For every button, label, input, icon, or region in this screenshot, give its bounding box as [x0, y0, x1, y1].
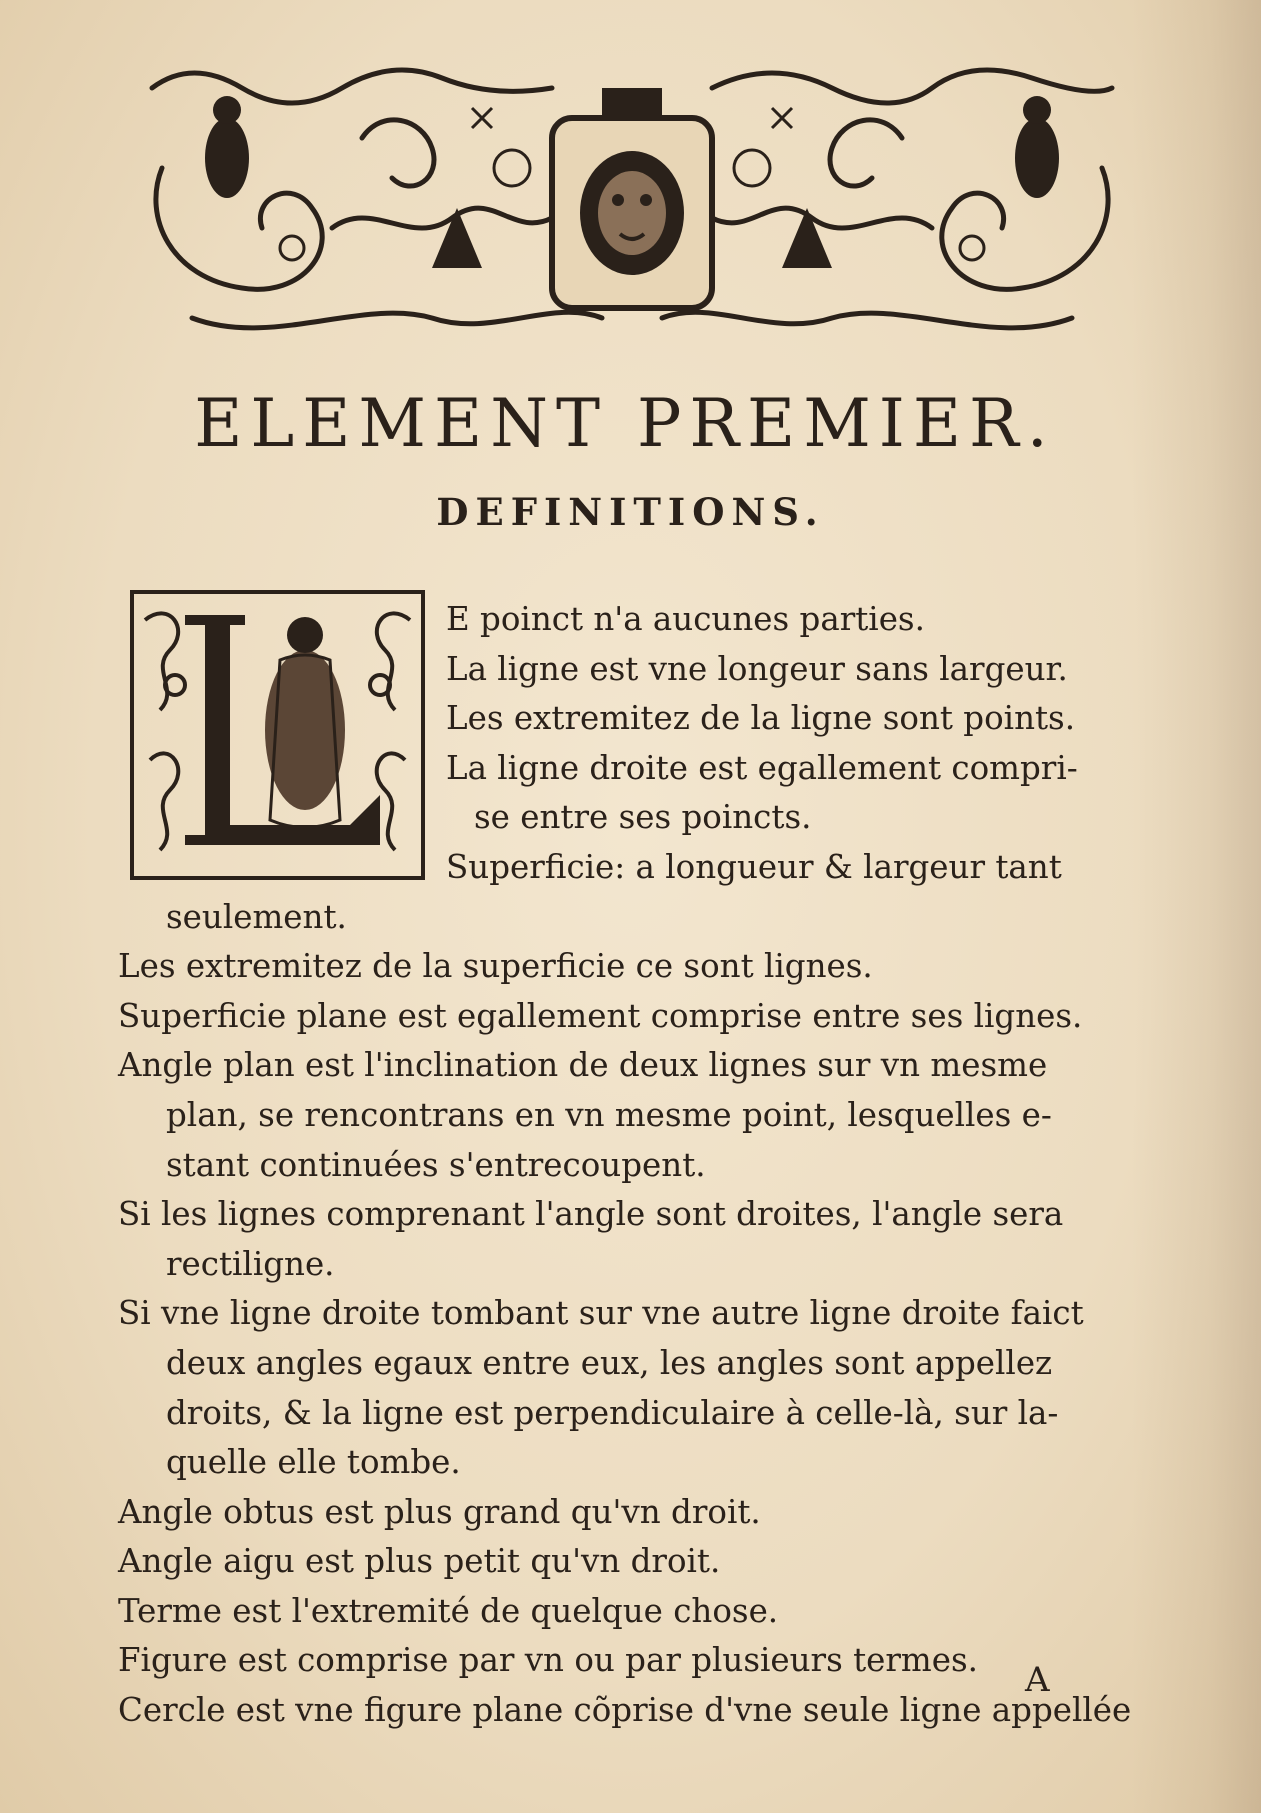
text-line: Les extremitez de la superficie ce sont lignes.: [118, 947, 873, 986]
text-line: Terme est l'extremité de quelque chose.: [118, 1591, 779, 1630]
text-line: La ligne est vne longeur sans largeur.: [446, 649, 1068, 688]
text-line: plan, se rencontrans en vn mesme point, lesquelles e-: [166, 1095, 1052, 1134]
text-line: se entre ses poincts.: [474, 798, 812, 837]
text-line: Angle obtus est plus grand qu'vn droit.: [118, 1492, 761, 1531]
woodcut-headpiece: [132, 48, 1132, 348]
text-line: La ligne droite est egallement compri-: [446, 748, 1078, 787]
text-line: Les extremitez de la ligne sont points.: [446, 699, 1076, 738]
definitions-text: [118, 595, 1132, 1736]
text-line: quelle elle tombe.: [166, 1443, 461, 1482]
text-lines: [118, 893, 1132, 1736]
text-line: Si les lignes comprenant l'angle sont droites, l'angle sera: [118, 1195, 1064, 1234]
text-line: deux angles egaux entre eux, les angles sont appellez: [166, 1343, 1053, 1382]
text-line: Angle plan est l'inclination de deux lignes sur vn mesme: [118, 1046, 1048, 1085]
text-line: Si vne ligne droite tombant sur vne autre ligne droite faict: [118, 1294, 1084, 1333]
text-line: Superficie: a longueur & largeur tant: [446, 847, 1062, 886]
text-line: Cercle est vne figure plane cõprise d'vne seule ligne appellée: [118, 1691, 1132, 1730]
text-line: Angle aigu est plus petit qu'vn droit.: [118, 1542, 721, 1581]
text-line: Figure est comprise par vn ou par plusieurs termes.: [118, 1641, 978, 1680]
text-line: E poinct n'a aucunes parties.: [446, 600, 925, 638]
text-line: rectiligne.: [166, 1244, 335, 1283]
page-edge-shadow: [1131, 0, 1261, 1813]
text-line: Superficie plane est egallement comprise entre ses lignes.: [118, 996, 1083, 1035]
text-line: droits, & la ligne est perpendiculaire à celle-là, sur la-: [166, 1393, 1059, 1432]
text-line: stant continuées s'entrecoupent.: [166, 1145, 706, 1184]
signature-mark: A: [1025, 1660, 1050, 1700]
text-line: seulement.: [166, 897, 347, 936]
section-subtitle: DEFINITIONS.: [436, 490, 825, 534]
page-title: ELEMENT PREMIER.: [194, 385, 1056, 462]
